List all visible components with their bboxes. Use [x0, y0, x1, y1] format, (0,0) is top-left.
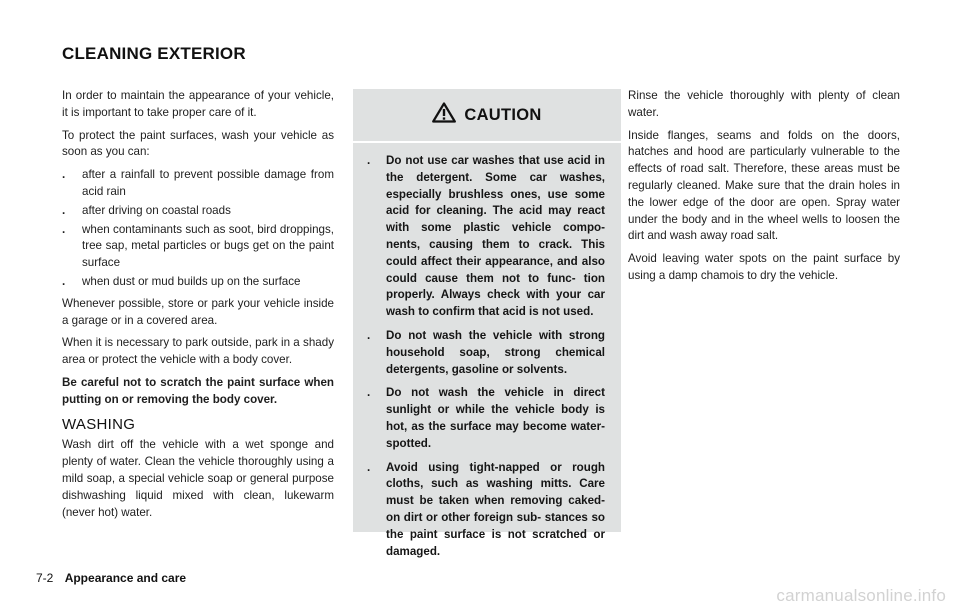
- list-item: . after a rainfall to prevent possible damage from acid rain: [62, 168, 334, 198]
- washing-heading: WASHING: [62, 415, 136, 433]
- road-salt-paragraph: Inside flanges, seams and folds on the doors, hatches and hood are particularly vulnerable to the effects of road salt. Therefore, these areas must be regularly cleaned. Make sure that the drain holes in the lower edge of the door are open. Spray water under the body and in the wheel wells to loosen the dirt and wash away road salt.: [628, 128, 900, 243]
- left-column: [62, 88, 334, 527]
- bullet-marker: .: [62, 222, 66, 236]
- outside-paragraph: When it is necessary to park outside, park in a shady area or protect the vehicle with a body cover.: [62, 336, 334, 367]
- list-item: . Do not wash the vehicle with strong household soap, strong chemical detergents, gasoline or solvents.: [367, 328, 605, 376]
- bullet-marker: .: [367, 386, 371, 400]
- body-cover-warning: Be careful not to scratch the paint surface when putting on or removing the body cover.: [62, 375, 334, 406]
- protect-lead-paragraph: To protect the paint surfaces, wash your vehicle as soon as you can:: [62, 128, 334, 159]
- list-item: . after driving on coastal roads: [62, 203, 334, 220]
- list-item: . Avoid using tight-napped or rough cloths, such as washing mitts. Care must be taken when removing caked-on dirt or other foreign sub- stances so the paint surface is not scratched or damaged.: [367, 460, 605, 558]
- watermark: carmanualsonline.info: [776, 586, 946, 605]
- section-name: Appearance and care: [64, 571, 187, 585]
- bullet-marker: .: [367, 154, 371, 167]
- bullet-marker: .: [367, 460, 371, 474]
- caution-list: [353, 153, 621, 560]
- caution-title: CAUTION: [464, 105, 542, 124]
- page-footer: [36, 571, 186, 585]
- warning-triangle-icon: [432, 102, 456, 128]
- storage-paragraph: Whenever possible, store or park your vehicle inside a garage or in a covered area.: [62, 296, 334, 327]
- washing-paragraph: Wash dirt off the vehicle with a wet sponge and plenty of water. Clean the vehicle thoroughly using a mild soap, a special vehicle soap or general purpose dishwashing liquid mixed with clean, lukewarm (never hot) water.: [62, 438, 334, 519]
- list-item: . Do not use car washes that use acid in the detergent. Some car washes, especially brushless ones, use some acid for cleaning. The acid may react with some plastic vehicle compo- nents, causing them to crack. This could affect their appearance, and also could cause them not to func- tion properly. Always check with your car wash to confirm that acid is not used.: [367, 154, 605, 319]
- rinse-paragraph: Rinse the vehicle thoroughly with plenty of clean water.: [628, 89, 900, 119]
- wash-conditions-list: [62, 167, 334, 291]
- right-column: [628, 88, 900, 291]
- bullet-marker: .: [62, 168, 66, 182]
- intro-paragraph: In order to maintain the appearance of your vehicle, it is important to take proper care of it.: [62, 89, 334, 119]
- caution-box: [353, 89, 621, 558]
- list-item: . when contaminants such as soot, bird droppings, tree sap, metal particles or bugs get on the paint surface: [62, 222, 334, 270]
- list-item: . when dust or mud builds up on the surface: [62, 274, 334, 291]
- caution-divider: [353, 141, 621, 143]
- bullet-marker: .: [62, 274, 66, 288]
- list-item: . Do not wash the vehicle in direct sunlight or while the vehicle body is hot, as the surface may become water-spotted.: [367, 386, 605, 450]
- bullet-marker: .: [367, 328, 371, 342]
- bullet-marker: .: [62, 203, 66, 217]
- caution-header: [353, 89, 621, 135]
- page-number: 7-2: [36, 571, 54, 585]
- water-spots-paragraph: Avoid leaving water spots on the paint surface by using a damp chamois to dry the vehicle.: [628, 252, 900, 282]
- page-title: CLEANING EXTERIOR: [62, 44, 246, 63]
